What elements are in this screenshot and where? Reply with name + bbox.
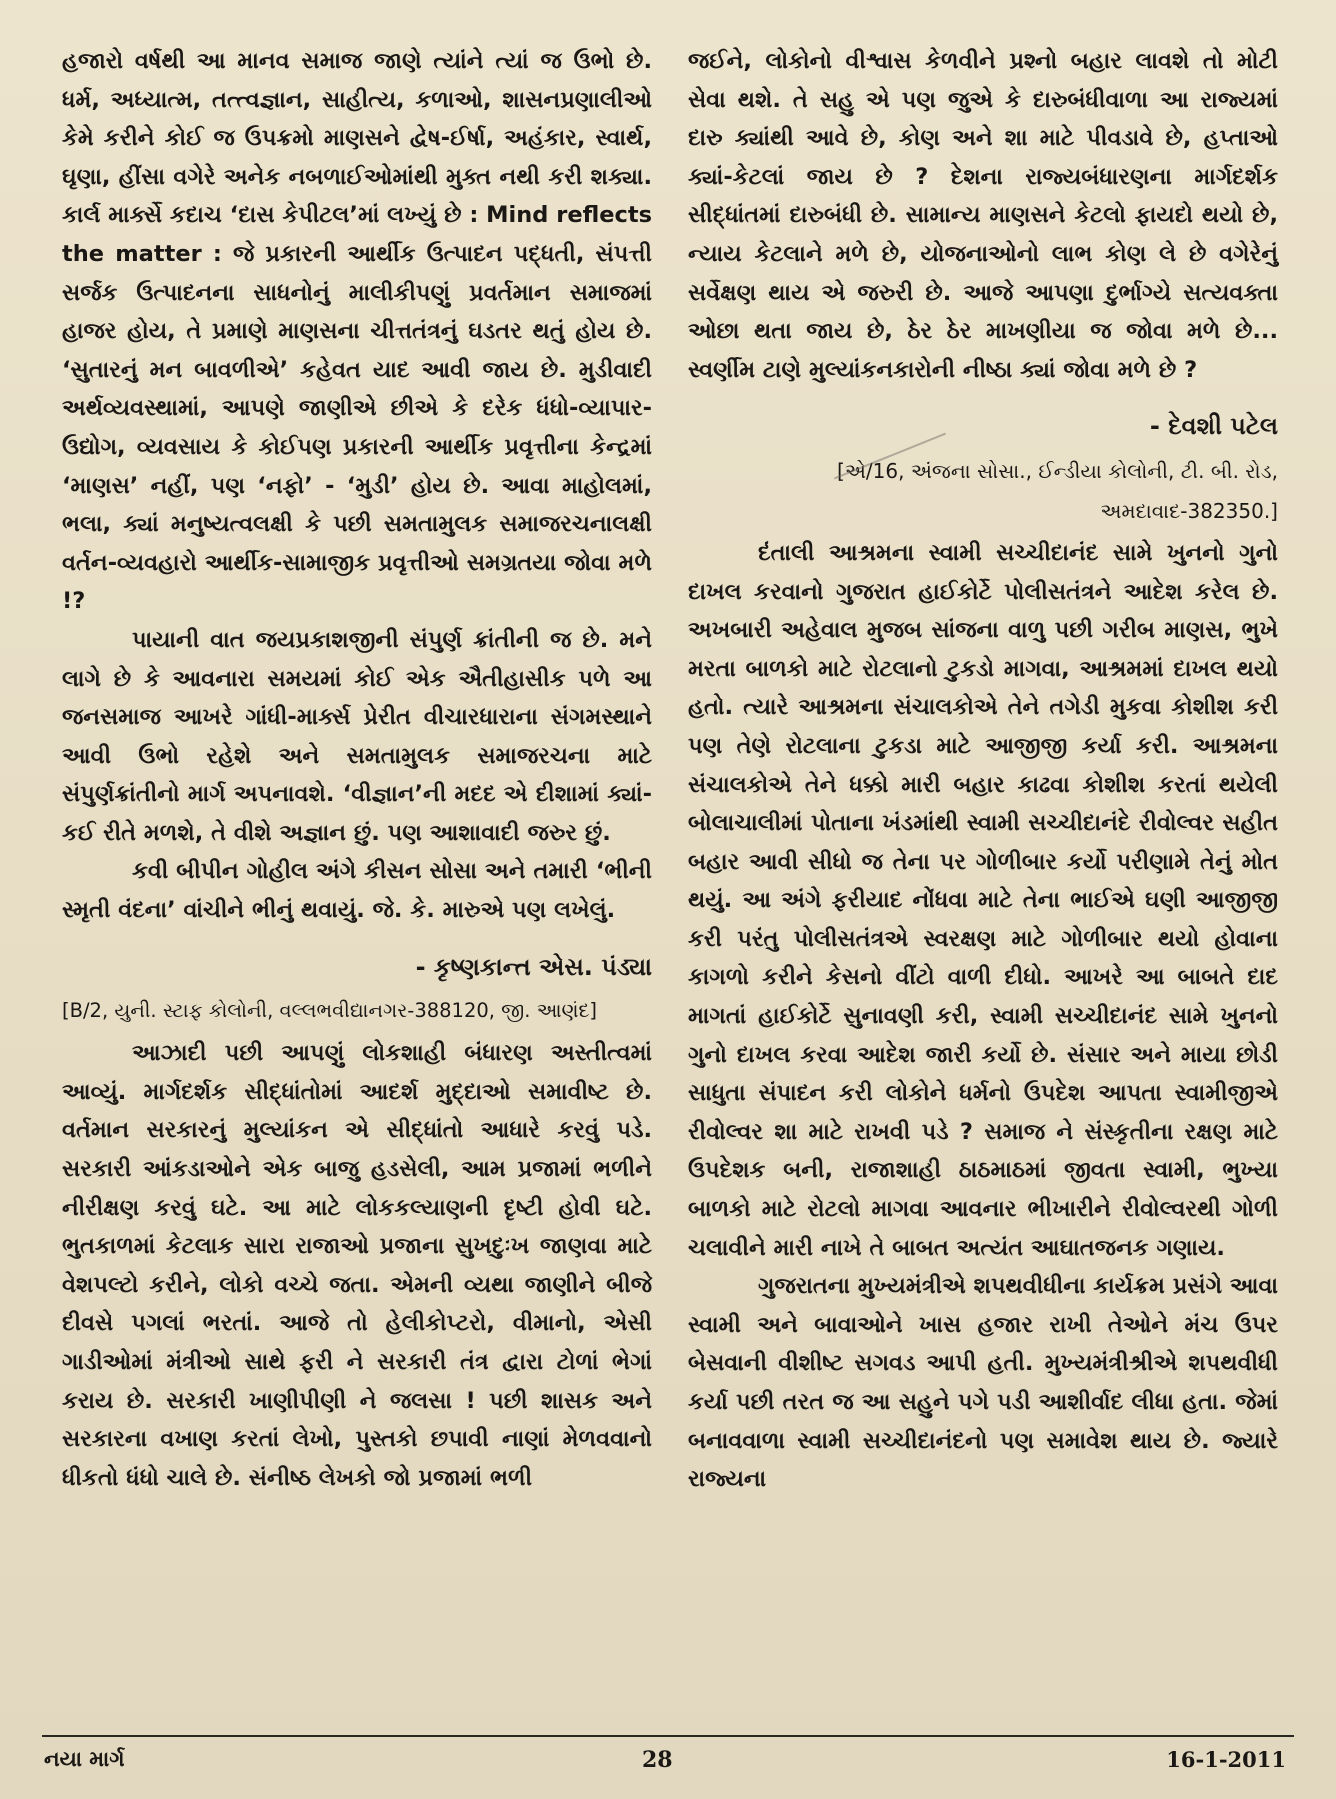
footer-date: 16-1-2011 [1166,1747,1286,1772]
footer-magazine-name: નયા માર્ગ [44,1747,125,1771]
right-paragraph-1: જઈને, લોકોનો વીશ્વાસ કેળવીને પ્રશ્નો બહાર લાવશે તો મોટી સેવા થશે. તે સહુ એ પણ જુએ કે દારુબંધીવાળા આ રાજ્યમાં દારુ ક્યાંથી આવે છે, કોણ અને શા માટે પીવડાવે છે, હપ્તાઓ ક્યાં-કેટલાં જાય છે ? દેશના રાજ્યબંધારણના માર્ગદર્શક સીદ્ધાંતમાં દારુબંધી છે. સામાન્ય માણસને કેટલો ફાયદો થયો છે, ન્યાય કેટલાને મળે છે, યોજનાઓનો લાભ કોણ લે છે વગેરેનું સર્વેક્ષણ થાય એ જરુરી છે. આજે આપણા દુર્ભાગ્યે સત્યવક્તા ઓછા થતા જાય છે, ઠેર ઠેર માખણીયા જ જોવા મળે છે... સ્વર્ણીમ ટાણે મુલ્યાંકનકારોની નીષ્ઠા ક્યાં જોવા મળે છે ? [688,48,1278,383]
right-signature: - દેવશી પટેલ [1149,412,1278,441]
left-address: [B/2, યુની. સ્ટાફ કોલોની, વલ્લભવીદ્યાનગર-388120, જી. આણંદ] [62,999,598,1023]
right-column [688,42,1278,1499]
left-paragraph-2: પાયાની વાત જયપ્રકાશજીની સંપુર્ણ ક્રાંતીની જ છે. મને લાગે છે કે આવનારા સમયમાં કોઈ એક ઐતીહાસીક પળે આ જનસમાજ આખરે ગાંધી-માર્ક્સ પ્રેરીત વીચારધારાના સંગમસ્થાને આવી ઉભો રહેશે અને સમતામુલક સમાજરચના માટે સંપુર્ણક્રાંતીનો માર્ગ અપનાવશે. ‘વીજ્ઞાન’ની મદદ એ દીશામાં ક્યાં-કઈ રીતે મળશે, તે વીશે અજ્ઞાન છું. પણ આશાવાદી જરુર છું. [62,626,652,846]
left-signature: - કૃષ્ણકાન્ત એસ. પંડ્યા [415,952,652,981]
left-paragraph-4: આઝાદી પછી આપણું લોકશાહી બંધારણ અસ્તીત્વમાં આવ્યું. માર્ગદર્શક સીદ્ધાંતોમાં આદર્શ મુદ્દાઓ સમાવીષ્ટ છે. વર્તમાન સરકારનું મુલ્યાંકન એ સીદ્ધાંતો આધારે કરવું પડે. સરકારી આંકડાઓને એક બાજુ હડસેલી, આમ પ્રજામાં ભળીને નીરીક્ષણ કરવું ઘટે. આ માટે લોકકલ્યાણની દૃષ્ટી હોવી ઘટે. ભુતકાળમાં કેટલાક સારા રાજાઓ પ્રજાના સુખદુઃખ જાણવા માટે વેશપલ્ટો કરીને, લોકો વચ્ચે જતા. એમની વ્યથા જાણીને બીજે દીવસે પગલાં ભરતાં. આજે તો હેલીકોપ્ટરો, વીમાનો, એસી ગાડીઓમાં મંત્રીઓ સાથે ફરી ને સરકારી તંત્ર દ્વારા ટોળાં ભેગાં કરાય છે. સરકારી ખાણીપીણી ને જલસા ! પછી શાસક અને સરકારના વખાણ કરતાં લેખો, પુસ્તકો છપાવી નાણાં મેળવવાનો ધીકતો ધંધો ચાલે છે. સંનીષ્ઠ લેખકો જો પ્રજામાં ભળી [62,1040,652,1491]
right-address-line-2: અમદાવાદ-382350.] [1100,498,1278,523]
left-paragraph-1: હજારો વર્ષથી આ માનવ સમાજ જાણે ત્યાંને ત્યાં જ ઉભો છે. ધર્મ, અધ્યાત્મ, તત્ત્વજ્ઞાન, સાહીત્ય, કળાઓ, શાસનપ્રણાલીઓ કેમે કરીને કોઈ જ ઉપક્રમો માણસને દ્વેષ-ઈર્ષા, અહંકાર, સ્વાર્થ, ઘૃણા, હીંસા વગેરે અનેક નબળાઈઓમાંથી મુક્ત નથી કરી શક્યા. કાર્લ માર્ક્સે કદાચ ‘દાસ કેપીટલ’માં લખ્યું છે : Mind reflects the matter : જે પ્રકારની આર્થીક ઉત્પાદન પદ્ધતી, સંપત્તી સર્જક ઉત્પાદનના સાધનોનું માલીકીપણું પ્રવર્તમાન સમાજમાં હાજર હોય, તે પ્રમાણે માણસના ચીત્તતંત્રનું ઘડતર થતું હોય છે. ‘સુતારનું મન બાવળીએ’ કહેવત યાદ આવી જાય છે. મુડીવાદી અર્થવ્યવસ્થામાં, આપણે જાણીએ છીએ કે દરેક ધંધો-વ્યાપાર- ઉદ્યોગ, વ્યવસાય કે કોઈપણ પ્રકારની આર્થીક પ્રવૃત્તીના કેન્દ્રમાં ‘માણસ’ નહીં, પણ ‘નફો’ - ‘મુડી’ હોય છે. આવા માહોલમાં, ભલા, ક્યાં મનુષ્યત્વલક્ષી કે પછી સમતામુલક સમાજરચનાલક્ષી વર્તન-વ્યવહારો આર્થીક-સામાજીક પ્રવૃત્તીઓ સમગ્રતયા જોવા મળે !? [62,48,653,615]
right-paragraph-2: દંતાલી આશ્રમના સ્વામી સચ્ચીદાનંદ સામે ખુનનો ગુનો દાખલ કરવાનો ગુજરાત હાઈકોર્ટે પોલીસતંત્રને આદેશ કરેલ છે. અખબારી અહેવાલ મુજબ સાંજના વાળુ પછી ગરીબ માણસ, ભુખે મરતા બાળકો માટે રોટલાનો ટુકડો માગવા, આશ્રમમાં દાખલ થયો હતો. ત્યારે આશ્રમના સંચાલકોએ તેને તગેડી મુકવા કોશીશ કરી પણ તેણે રોટલાના ટુકડા માટે આજીજી કર્યા કરી. આશ્રમના સંચાલકોએ તેને ધક્કો મારી બહાર કાઢવા કોશીશ કરતાં થયેલી બોલાચાલીમાં પોતાના ખંડમાંથી સ્વામી સચ્ચીદાનંદે રીવોલ્વર સહીત બહાર આવી સીધો જ તેના પર ગોળીબાર કર્યો પરીણામે તેનું મોત થયું. આ અંગે ફરીયાદ નોંધવા માટે તેના ભાઈએ ઘણી આજીજી કરી પરંતુ પોલીસતંત્રએ સ્વરક્ષણ માટે ગોળીબાર થયો હોવાના કાગળો કરીને કેસનો વીંટો વાળી દીધો. આખરે આ બાબતે દાદ માગતાં હાઈકોર્ટે સુનાવણી કરી, સ્વામી સચ્ચીદાનંદ સામે ખુનનો ગુનો દાખલ કરવા આદેશ જારી કર્યો છે. સંસાર અને માયા છોડી સાધુતા સંપાદન કરી લોકોને ધર્મનો ઉપદેશ આપતા સ્વામીજીએ રીવોલ્વર શા માટે રાખવી પડે ? સમાજ ને સંસ્કૃતીના રક્ષણ માટે ઉપદેશક બની, રાજાશાહી ઠાઠમાઠમાં જીવતા સ્વામી, ભુખ્યા બાળકો માટે રોટલો માગવા આવનાર ભીખારીને રીવોલ્વરથી ગોળી ચલાવીને મારી નાખે તે બાબત અત્યંત આઘાતજનક ગણાય. [688,539,1278,1261]
right-paragraph-3: ગુજરાતના મુખ્યમંત્રીએ શપથવીધીના કાર્યક્રમ પ્રસંગે આવા સ્વામી અને બાવાઓને ખાસ હજાર રાખી તેઓને મંચ ઉપર બેસવાની વીશીષ્ટ સગવડ આપી હતી. મુખ્યમંત્રીશ્રીએ શપથવીધી કર્યા પછી તરત જ આ સહુને પગે પડી આશીર્વાદ લીધા હતા. જેમાં બનાવવાળા સ્વામી સચ્ચીદાનંદનો પણ સમાવેશ થાય છે. જ્યારે રાજ્યના [688,1273,1278,1493]
left-column [62,42,652,1497]
footer-page-number: 28 [642,1747,673,1773]
right-address-line-1: [એ/16, અંજના સોસા., ઈન્ડીયા કોલોની, ટી. બી. રોડ, [837,458,1278,483]
left-paragraph-3: કવી બીપીન ગોહીલ અંગે કીસન સોસા અને તમારી ‘ભીની સ્મૃતી વંદના’ વાંચીને ભીનું થવાયું. જે. કે. મારુએ પણ લખેલું. [62,858,652,924]
footer-divider [42,1735,1294,1737]
